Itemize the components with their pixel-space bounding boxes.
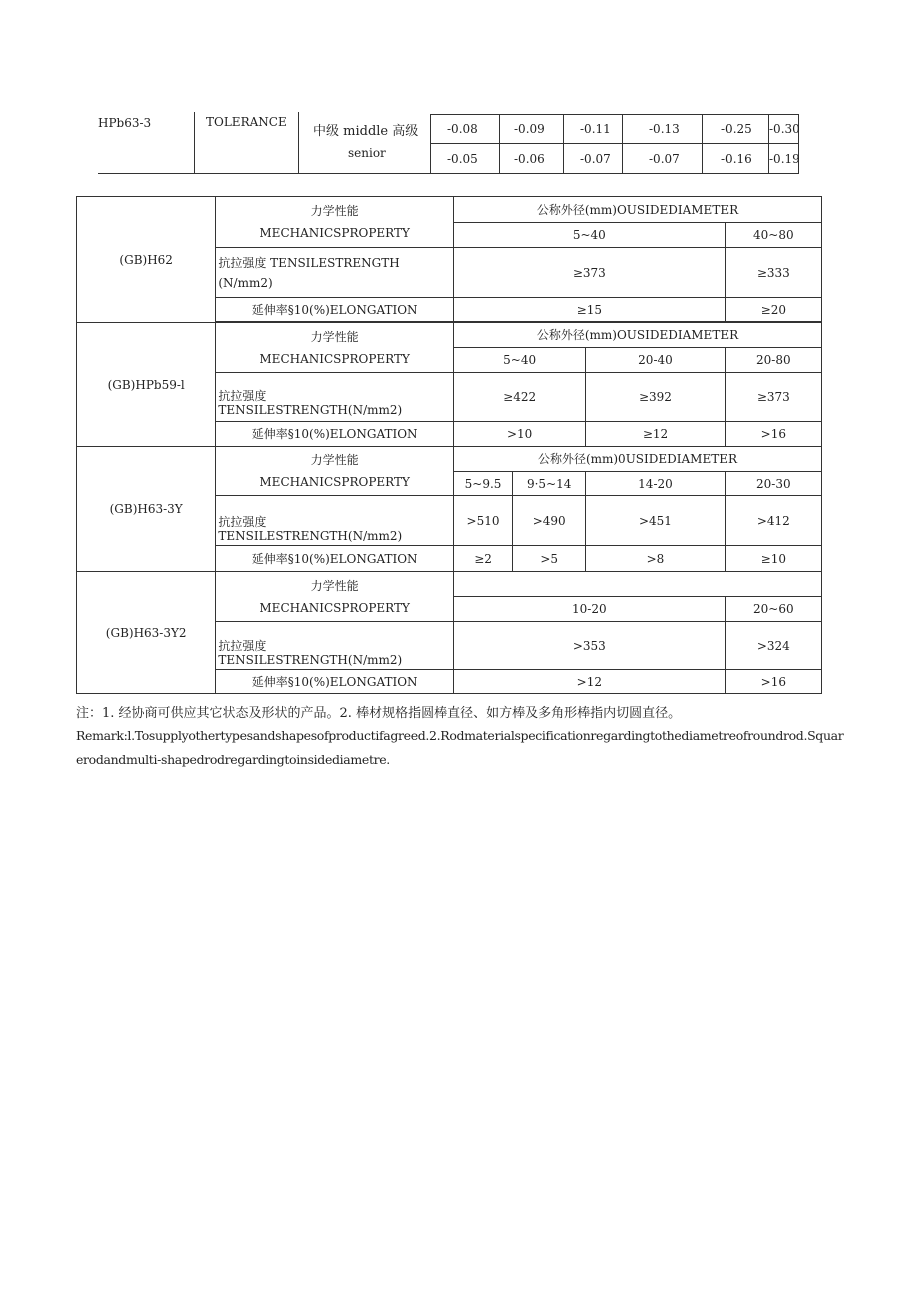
tensile-value: ≥373 [453,248,725,298]
mech-label-cn: 力学性能 [310,578,359,593]
senior-value: -0.06 [514,152,545,166]
tensile-label-line2: (N/mm2) [218,275,273,290]
mech-label-cn: 力学性能 [310,329,359,344]
mech-label-en: MECHANICSPROPERTY [259,475,410,489]
tensile-value: >412 [725,496,821,546]
tensile-value: ≥422 [453,373,585,422]
divider [622,114,623,174]
elongation-label: 延伸率§10(%)ELONGATION [216,670,454,694]
tensile-value: ≥392 [586,373,725,422]
tensile-value: >324 [725,622,821,670]
divider [430,114,431,174]
elongation-value: >12 [453,670,725,694]
mechanical-property-table [76,196,822,694]
range-cell: 20-80 [725,348,821,373]
range-cell: 5~40 [453,348,585,373]
mech-label [216,323,454,373]
elongation-value: >10 [453,422,585,447]
senior-value: -0.05 [447,152,478,166]
elongation-label: 延伸率§10(%)ELONGATION [216,422,454,447]
range-cell: 5~40 [453,223,725,248]
diameter-header: 公称外径(mm)OUSIDEDIAMETER [453,197,821,223]
diameter-header: 公称外径(mm)OUSIDEDIAMETER [453,323,821,348]
elongation-label: 延伸率§10(%)ELONGATION [216,546,454,572]
elongation-label: 延伸率§10(%)ELONGATION [216,298,454,322]
elongation-value: ≥10 [725,546,821,572]
tolerance-table [98,112,800,174]
range-cell: 20~60 [725,597,821,622]
tensile-value: ≥373 [725,373,821,422]
middle-value: -0.11 [580,122,611,136]
divider [298,112,299,174]
tensile-value: >510 [453,496,512,546]
elongation-value: >5 [513,546,586,572]
tensile-value: >451 [586,496,725,546]
mech-label [216,197,454,248]
elongation-value: ≥2 [453,546,512,572]
table-row [77,323,822,348]
note-cn: 注：1. 经协商可供应其它状态及形状的产品。2. 棒材规格指圆棒直径、如方棒及多角形棒指内切圆直径。 [76,706,682,721]
elongation-value: ≥20 [725,298,821,322]
range-cell: 20-30 [725,472,821,496]
mech-label-cn: 力学性能 [310,204,359,218]
elongation-value: ≥12 [586,422,725,447]
mech-label-en: MECHANICSPROPERTY [259,600,410,615]
tensile-label: 抗拉强度 TENSILESTRENGTH(N/mm2) [216,622,454,670]
tensile-value: >353 [453,622,725,670]
senior-value: -0.19 [769,152,800,166]
range-cell: 9·5~14 [513,472,586,496]
tensile-label-line1: 抗拉强度 TENSILESTRENGTH [218,255,400,270]
elongation-value: >16 [725,422,821,447]
elongation-value: ≥15 [453,298,725,322]
divider [702,114,703,174]
elongation-value: >16 [725,670,821,694]
table-row [77,197,822,223]
tensile-label: 抗拉强度 TENSILESTRENGTH(N/mm2) [216,373,454,422]
range-cell: 20-40 [586,348,725,373]
divider [194,112,195,174]
middle-value: -0.13 [649,122,680,136]
mech-label-cn: 力学性能 [310,453,359,467]
table-row [77,447,822,472]
tensile-label [216,248,454,298]
mech-label [216,447,454,496]
divider [499,114,500,174]
tolerance-class-line2: senior [348,146,386,160]
senior-value: -0.07 [649,152,680,166]
divider [430,114,799,115]
senior-value: -0.07 [580,152,611,166]
tensile-value: >490 [513,496,586,546]
tensile-label: 抗拉强度 TENSILESTRENGTH(N/mm2) [216,496,454,546]
grade-cell: (GB)H63-3Y [77,447,216,572]
mech-label-en: MECHANICSPROPERTY [259,351,410,366]
range-cell: 14-20 [586,472,725,496]
middle-value: -0.09 [514,122,545,136]
middle-value: -0.25 [721,122,752,136]
table-row [77,572,822,597]
divider [430,143,799,144]
range-cell: 10-20 [453,597,725,622]
note-en-line2: erodandmulti-shapedrodregardingtoinsidediametre. [76,752,390,767]
senior-value: -0.16 [721,152,752,166]
grade-cell: (GB)H62 [77,197,216,323]
mech-label-en: MECHANICSPROPERTY [259,226,410,240]
middle-value: -0.30 [769,122,800,136]
mech-label [216,572,454,622]
tolerance-class-line1: 中级 middle 高级 [313,124,419,139]
grade-cell: (GB)H63-3Y2 [77,572,216,694]
diameter-header-empty [453,572,821,597]
divider [98,173,799,174]
range-cell: 5~9.5 [453,472,512,496]
divider [563,114,564,174]
tensile-value: ≥333 [725,248,821,298]
range-cell: 40~80 [725,223,821,248]
grade-label: HPb63-3 [98,116,152,130]
grade-cell: (GB)HPb59-l [77,323,216,447]
middle-value: -0.08 [447,122,478,136]
elongation-value: >8 [586,546,725,572]
diameter-header: 公称外径(mm)0USIDEDIAMETER [453,447,821,472]
note-en-line1: Remark:l.Tosupplyothertypesandshapesofproductifagreed.2.Rodmaterialspecificationregardingtothediametreofroundrod.Squar [76,728,844,743]
tolerance-label: TOLERANCE [206,115,287,129]
